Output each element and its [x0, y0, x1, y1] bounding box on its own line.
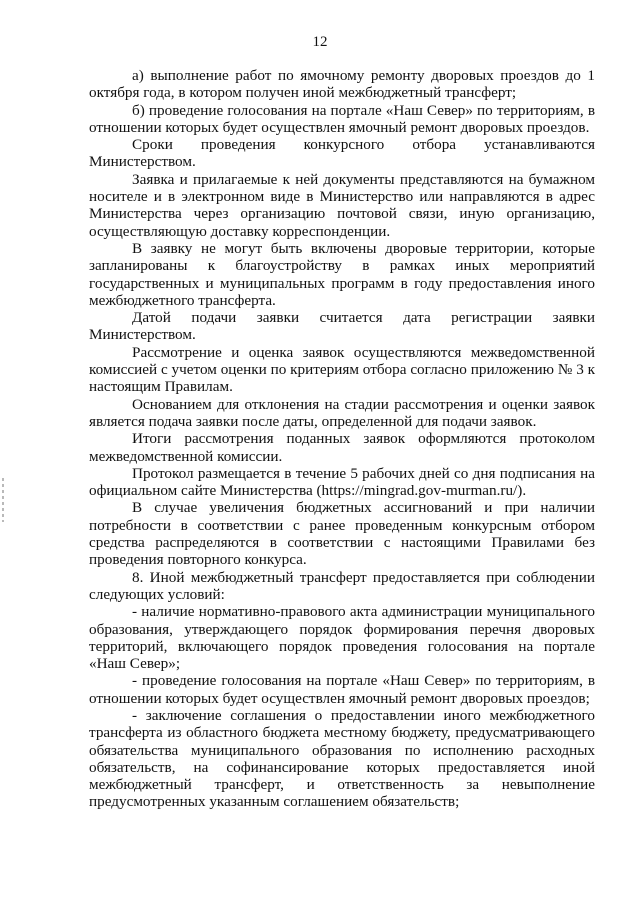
paragraph-condition-legal-act: - наличие нормативно-правового акта администрации муниципального образования, утверждающего порядок формирования перечня дворовых территорий, включающего порядок проведения голосования на портале «Наш Север»; — [89, 603, 595, 673]
paragraph-condition-agreement: - заключение соглашения о предоставлении иного межбюджетного трансферта из областного бюджета местному бюджету, предусматривающего обязательства муниципального образования по исполнению расходных обязательств, на софинансирование которых предоставляется иной межбюджетный трансферт, и ответственность за невыполнение предусмотренных указанным соглашением обязательств; — [89, 706, 595, 811]
paragraph-item-a: а) выполнение работ по ямочному ремонту дворовых проездов до 1 октября года, в котором получен иной межбюджетный трансферт; — [89, 67, 595, 102]
paragraph-excluded-territories: В заявку не могут быть включены дворовые территории, которые запланированы к благоустройству в рамках иных мероприятий государственных и муниципальных программ в году предоставления иного межбюджетного трансферта. — [89, 239, 595, 309]
paragraph-submission-date: Датой подачи заявки считается дата регистрации заявки Министерством. — [89, 309, 595, 344]
paragraph-results-protocol: Итоги рассмотрения поданных заявок оформляются протоколом межведомственной комиссии. — [89, 430, 595, 465]
margin-scan-mark — [2, 478, 4, 522]
paragraph-review-commission: Рассмотрение и оценка заявок осуществляются межведомственной комиссией с учетом оценки по критериям отбора согласно приложению № 3 к настоящим Правилам. — [89, 343, 595, 396]
paragraph-section-8: 8. Иной межбюджетный трансферт предоставляется при соблюдении следующих условий: — [89, 568, 595, 603]
paragraph-condition-voting: - проведение голосования на портале «Наш Север» по территориям, в отношении которых будет осуществлен ямочный ремонт дворовых проездов; — [89, 672, 595, 707]
paragraph-rejection-grounds: Основанием для отклонения на стадии рассмотрения и оценки заявок является подача заявки после даты, определенной для подачи заявок. — [89, 395, 595, 430]
paragraph-selection-deadlines: Сроки проведения конкурсного отбора устанавливаются Министерством. — [89, 136, 595, 171]
paragraph-budget-increase: В случае увеличения бюджетных ассигнований и при наличии потребности в соответствии с ранее проведенным конкурсным отбором средства распределяются в соответствии с настоящими Правилами без проведения повторного конкурса. — [89, 499, 595, 569]
paragraph-item-b: б) проведение голосования на портале «Наш Север» по территориям, в отношении которых будет осуществлен ямочный ремонт дворовых проездов. — [89, 101, 595, 136]
page-number: 12 — [312, 34, 328, 50]
document-body — [89, 67, 595, 811]
paragraph-protocol-publication: Протокол размещается в течение 5 рабочих дней со дня подписания на официальном сайте Министерства (https://mingrad.gov-murman.ru/). — [89, 464, 595, 500]
paragraph-application-submission: Заявка и прилагаемые к ней документы представляются на бумажном носителе и в электронном виде в Министерство или направляются в адрес Министерства через организацию почтовой связи, иную организацию, осуществляющую доставку корреспонденции. — [89, 170, 595, 240]
